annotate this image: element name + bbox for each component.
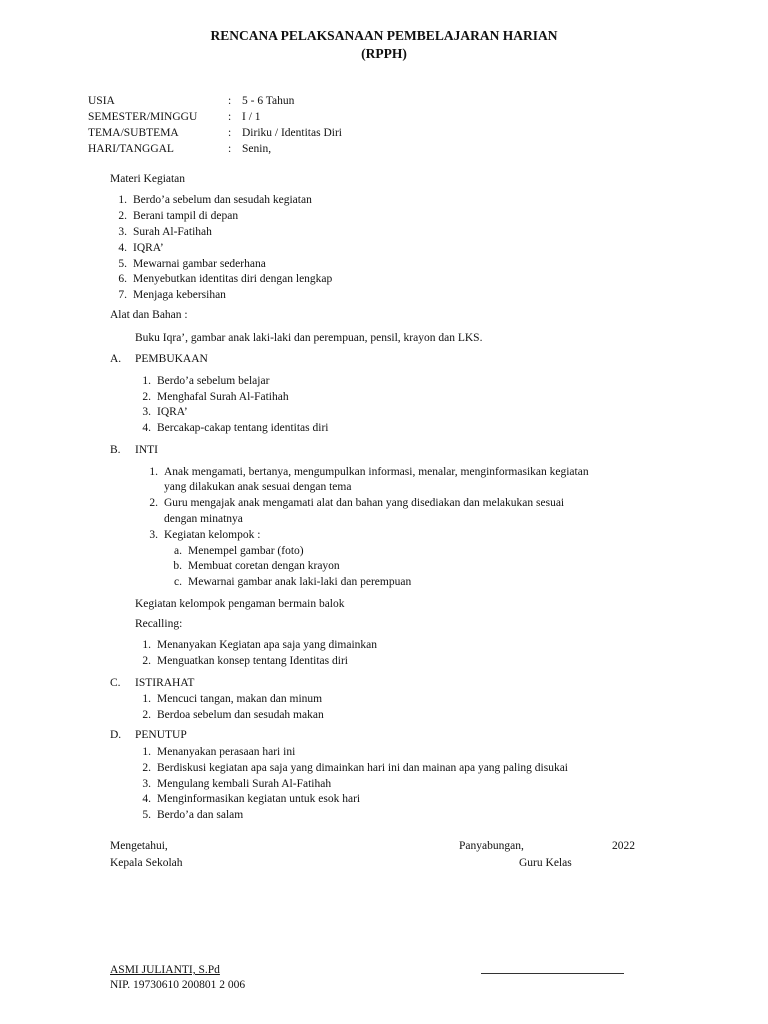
list-item-continuation: dengan minatnya [164, 513, 243, 525]
section-letter: D. [110, 729, 122, 741]
section-letter: B. [110, 444, 121, 456]
list-item: 1. Mencuci tangan, makan dan minum [142, 693, 323, 705]
list-item: 3. Kegiatan kelompok : [149, 529, 261, 541]
list-item: 2. Berdoa sebelum dan sesudah makan [142, 709, 324, 721]
alat-text: Buku Iqra’, gambar anak laki-laki dan perempuan, pensil, krayon dan LKS. [135, 332, 483, 344]
section-title-pembukaan: PEMBUKAAN [135, 353, 208, 365]
list-item: 2. Menguatkan konsep tentang Identitas diri [142, 655, 348, 667]
section-letter: C. [110, 677, 121, 689]
list-item: 3. IQRA’ [142, 406, 188, 418]
info-value-tema: Diriku / Identitas Diri [242, 127, 342, 139]
list-item-continuation: yang dilakukan anak sesuai dengan tema [164, 481, 352, 493]
section-title-inti: INTI [135, 444, 158, 456]
list-item: 2. Guru mengajak anak mengamati alat dan bahan yang disediakan dan melakukan sesuai [149, 497, 565, 509]
info-sep: : [228, 95, 232, 107]
list-item: 1. Menanyakan perasaan hari ini [142, 746, 296, 758]
info-label-hari: HARI/TANGGAL [88, 143, 174, 155]
recalling-heading: Recalling: [135, 618, 183, 630]
list-item: 2. Menghafal Surah Al-Fatihah [142, 391, 289, 403]
document-subtitle: (RPPH) [361, 46, 407, 61]
info-label-semester: SEMESTER/MINGGU [88, 111, 198, 123]
list-item: 3. Mengulang kembali Surah Al-Fatihah [142, 778, 332, 790]
kepala-sekolah-label: Kepala Sekolah [110, 857, 183, 869]
info-label-usia: USIA [88, 95, 115, 107]
info-sep: : [228, 143, 232, 155]
kelompok-text: Kegiatan kelompok pengaman bermain balok [135, 598, 345, 610]
section-title-istirahat: ISTIRAHAT [135, 677, 195, 689]
list-item: 7. Menjaga kebersihan [118, 289, 226, 301]
list-item: 3. Surah Al-Fatihah [118, 226, 212, 238]
list-item: 1. Menanyakan Kegiatan apa saja yang dimainkan [142, 639, 378, 651]
materi-heading: Materi Kegiatan [110, 173, 186, 185]
principal-name: ASMI JULIANTI, S.Pd [110, 964, 220, 976]
guru-kelas-label: Guru Kelas [519, 857, 572, 869]
place-text: Panyabungan, [459, 840, 524, 852]
list-item: 4. Bercakap-cakap tentang identitas diri [142, 422, 329, 434]
info-label-tema: TEMA/SUBTEMA [88, 127, 179, 139]
list-item: 4. Menginformasikan kegiatan untuk esok hari [142, 793, 361, 805]
info-value-semester: I / 1 [242, 111, 261, 123]
sub-item: a. Menempel gambar (foto) [174, 545, 304, 557]
list-item: 1. Berdo’a sebelum dan sesudah kegiatan [118, 194, 312, 206]
section-letter: A. [110, 353, 122, 365]
list-item: 2. Berdiskusi kegiatan apa saja yang dimainkan hari ini dan mainan apa yang paling disukai [142, 762, 569, 774]
document-title: RENCANA PELAKSANAAN PEMBELAJARAN HARIAN [210, 28, 558, 43]
mengetahui-text: Mengetahui, [110, 840, 168, 852]
sub-item: c. Mewarnai gambar anak laki-laki dan perempuan [174, 576, 412, 588]
info-sep: : [228, 111, 232, 123]
list-item: 5. Berdo’a dan salam [142, 809, 244, 821]
alat-heading: Alat dan Bahan : [110, 309, 188, 321]
info-sep: : [228, 127, 232, 139]
principal-nip: NIP. 19730610 200801 2 006 [110, 979, 246, 991]
list-item: 6. Menyebutkan identitas diri dengan lengkap [118, 273, 333, 285]
info-value-usia: 5 - 6 Tahun [242, 95, 295, 107]
section-title-penutup: PENUTUP [135, 729, 187, 741]
list-item: 1. Anak mengamati, bertanya, mengumpulkan informasi, menalar, menginformasikan kegiatan [149, 466, 589, 478]
list-item: 4. IQRA’ [118, 242, 164, 254]
year-text: 2022 [612, 840, 635, 852]
list-item: 1. Berdo’a sebelum belajar [142, 375, 270, 387]
sub-item: b. Membuat coretan dengan krayon [173, 560, 340, 572]
teacher-signature-line [481, 973, 624, 974]
list-item: 5. Mewarnai gambar sederhana [118, 258, 266, 270]
list-item: 2. Berani tampil di depan [118, 210, 239, 222]
info-value-hari: Senin, [242, 143, 272, 155]
